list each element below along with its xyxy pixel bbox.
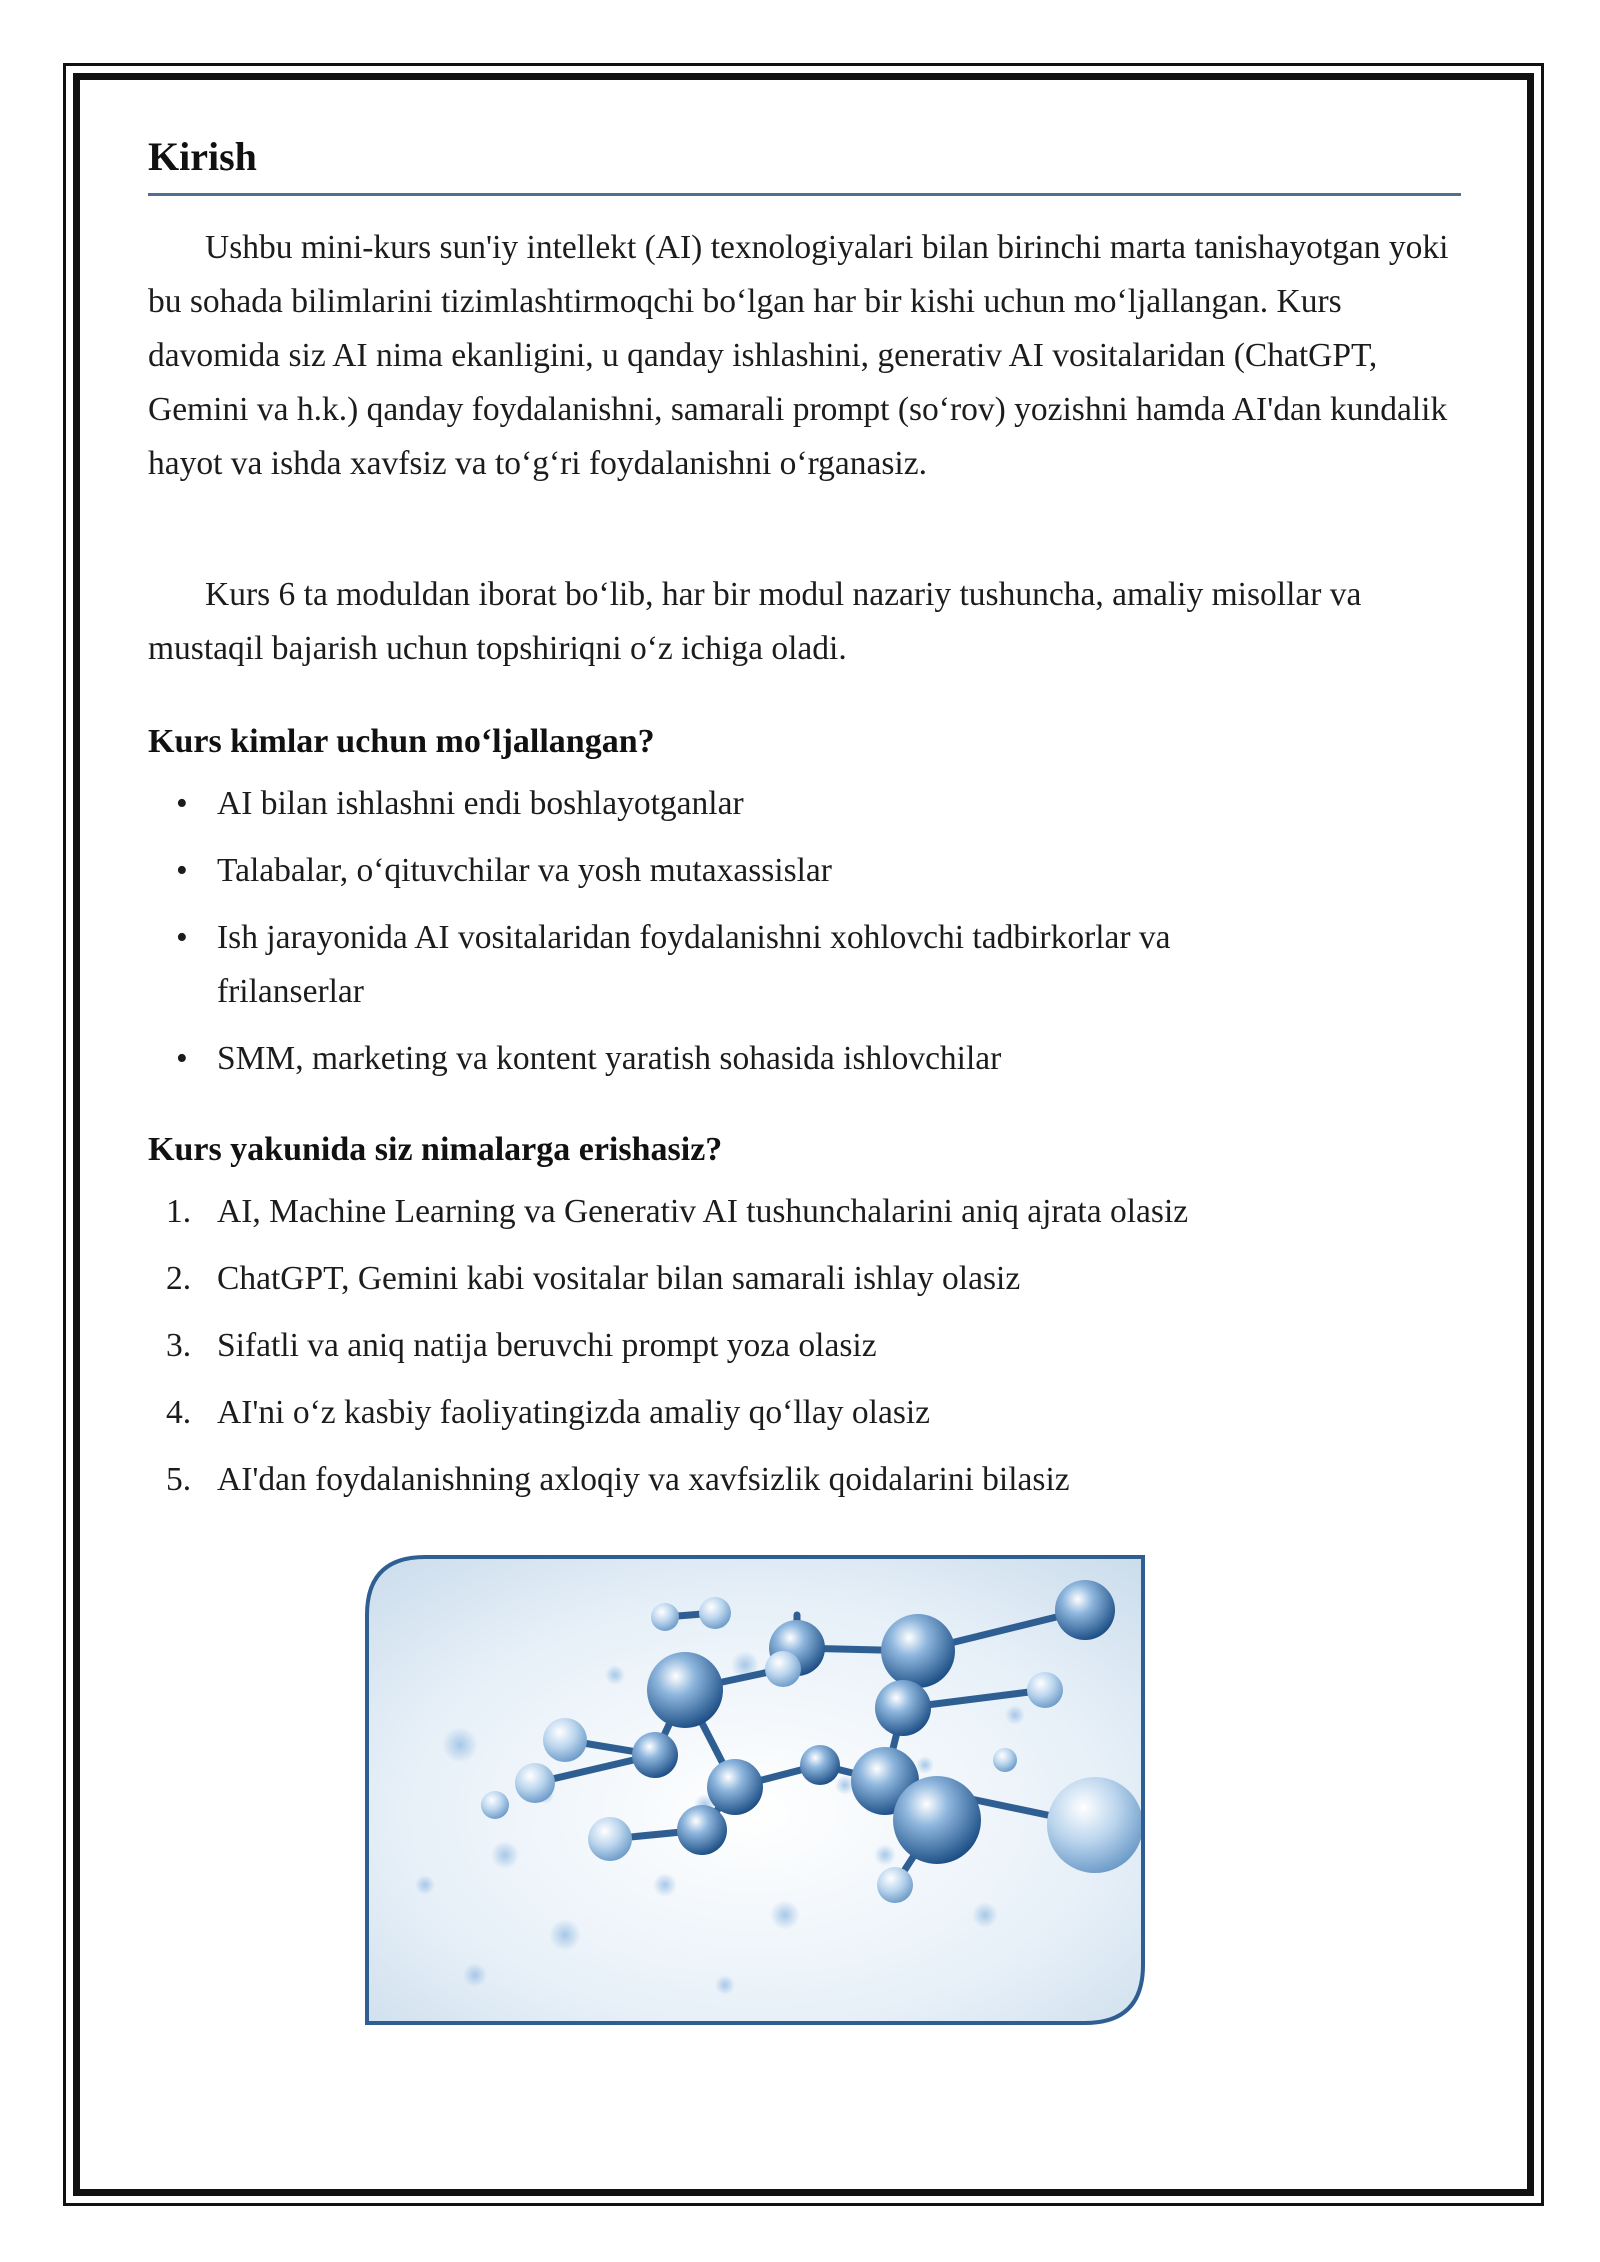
bullet-marker: •	[176, 919, 188, 956]
list-item-text: AI, Machine Learning va Generativ AI tushunchalarini aniq ajrata olasiz	[217, 1193, 1189, 1230]
outcomes-list	[0, 1185, 1317, 1520]
list-item-text: AI bilan ishlashni endi boshlayotganlar	[217, 785, 744, 822]
modules-paragraph: Kurs 6 ta moduldan iborat bo‘lib, har bir modul nazariy tushuncha, amaliy misollar va mustaqil bajarish uchun topshiriqni o‘z ichiga oladi.	[148, 576, 1362, 667]
list-item	[0, 1386, 1317, 1440]
list-item	[0, 777, 1317, 831]
heading-divider	[148, 193, 1461, 196]
list-item-text: SMM, marketing va kontent yaratish sohasida ishlovchilar	[217, 1040, 1002, 1077]
bullet-marker: •	[176, 852, 188, 889]
list-item	[0, 1185, 1317, 1239]
bullet-marker: •	[176, 1040, 188, 1077]
list-item	[0, 911, 1317, 1019]
list-item	[0, 1252, 1317, 1306]
intro-paragraph: Ushbu mini-kurs sun'iy intellekt (AI) texnologiyalari bilan birinchi marta tanishayotgan yoki bu sohada bilimlarini tizimlashtirmoqchi bo‘lgan har bir kishi uchun mo‘ljallangan. Kurs davomida siz AI nima ekanligini, u qanday ishlashini, generativ AI vositalaridan (ChatGPT, Gemini va h.k.) qanday foydalanishni, samarali prompt (so‘rov) yozishni hamda AI'dan kundalik hayot va ishda xavfsiz va to‘g‘ri foydalanishni o‘rganasiz.	[148, 229, 1449, 482]
audience-heading: Kurs kimlar uchun mo‘ljallangan?	[148, 723, 655, 760]
list-item-text: AI'dan foydalanishning axloqiy va xavfsizlik qoidalarini bilasiz	[217, 1461, 1070, 1498]
list-number: 5.	[166, 1461, 192, 1498]
list-number: 3.	[166, 1327, 192, 1364]
list-item	[0, 1453, 1317, 1507]
list-item-text: ChatGPT, Gemini kabi vositalar bilan samarali ishlay olasiz	[217, 1260, 1021, 1297]
audience-list	[0, 777, 1317, 1099]
list-item-text: Ish jarayonida AI vositalaridan foydalanishni xohlovchi tadbirkorlar va frilanserlar	[217, 919, 1171, 1010]
list-number: 2.	[166, 1260, 192, 1297]
bullet-marker: •	[176, 785, 188, 822]
list-item	[0, 1032, 1317, 1086]
list-item-text: AI'ni o‘z kasbiy faoliyatingizda amaliy qo‘llay olasiz	[217, 1394, 931, 1431]
outcomes-heading: Kurs yakunida siz nimalarga erishasiz?	[148, 1131, 723, 1168]
list-number: 1.	[166, 1193, 192, 1230]
list-item-text: Talabalar, o‘qituvchilar va yosh mutaxassislar	[217, 852, 832, 889]
list-item	[0, 1319, 1317, 1373]
list-number: 4.	[166, 1394, 192, 1431]
molecule-illustration	[365, 1555, 1145, 2025]
page-heading: Kirish	[148, 134, 257, 179]
list-item-text: Sifatli va aniq natija beruvchi prompt yoza olasiz	[217, 1327, 877, 1364]
list-item	[0, 844, 1317, 898]
